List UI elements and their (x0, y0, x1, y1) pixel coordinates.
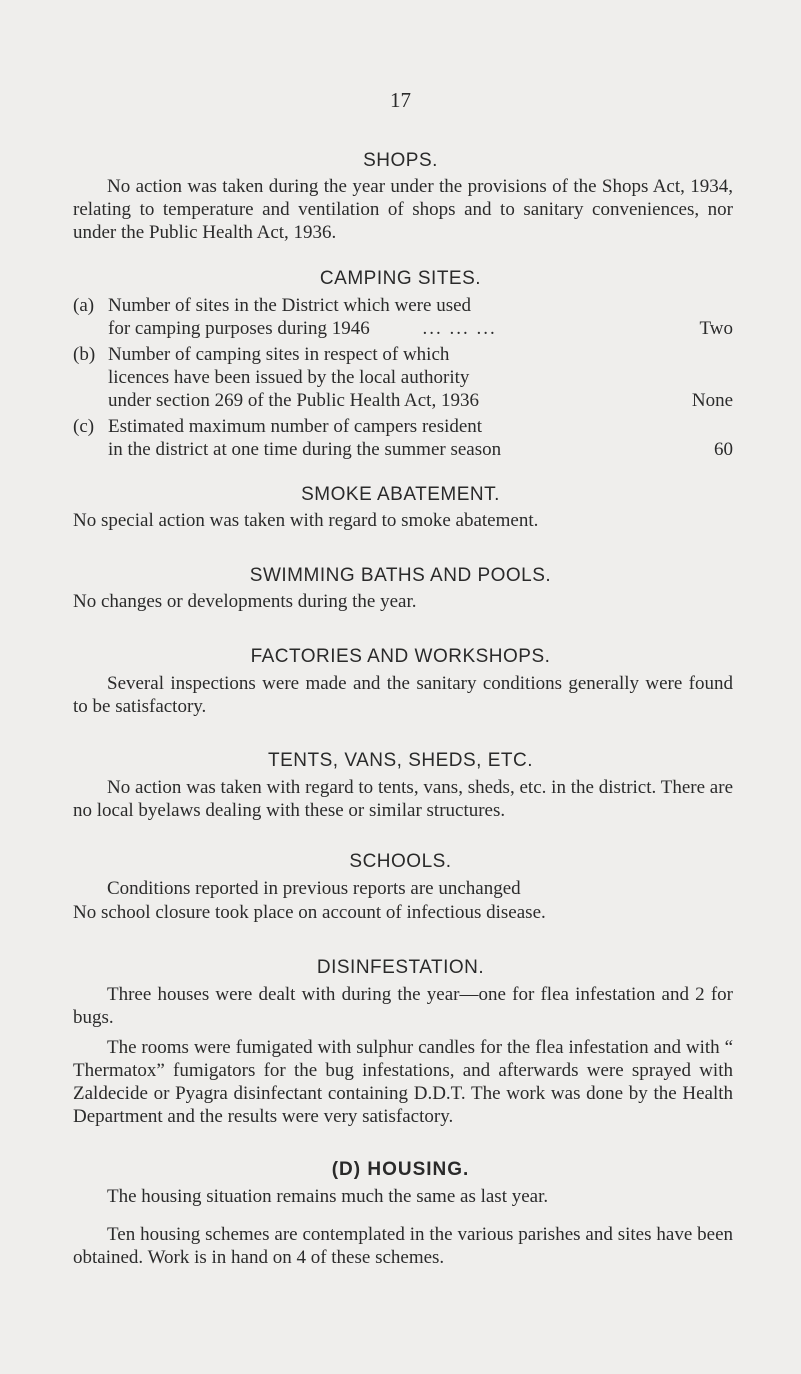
disinfestation-heading: DISINFESTATION. (316, 957, 485, 978)
smoke-paragraph: No special action was taken with regard to smoke abatement. (73, 510, 539, 531)
camping-item-c (73, 415, 733, 461)
housing-paragraph-1: The housing situation remains much the same as last year. (107, 1186, 549, 1207)
smoke-heading: SMOKE ABATEMENT. (301, 484, 500, 505)
housing-heading: (D) HOUSING. (331, 1159, 470, 1180)
disinfestation-paragraph-1: Three houses were dealt with during the year—one for flea infestation and 2 for bugs. (73, 984, 733, 1028)
item-line: Number of sites in the District which were used (108, 295, 472, 316)
shops-paragraph: No action was taken during the year under the provisions of the Shops Act, 1934, relating to temperature and ventilation of shops and to sanitary conveniences, nor under the Public Health Act, 1936. (73, 176, 733, 243)
factories-heading: FACTORIES AND WORKSHOPS. (250, 646, 551, 667)
housing-paragraph-2: Ten housing schemes are contemplated in the various parishes and sites have been obtained. Work is in hand on 4 of these schemes. (73, 1224, 733, 1268)
dot-leader: ... ... ... (422, 318, 497, 339)
swimming-heading: SWIMMING BATHS AND POOLS. (249, 565, 552, 586)
item-line: for camping purposes during 1946 (108, 318, 370, 339)
camping-heading: CAMPING SITES. (319, 268, 482, 289)
shops-heading: SHOPS. (363, 150, 438, 171)
page-number: 17 (390, 88, 411, 112)
tents-heading: TENTS, VANS, SHEDS, ETC. (267, 750, 534, 771)
item-line: Estimated maximum number of campers resident (108, 416, 483, 437)
schools-heading: SCHOOLS. (349, 851, 452, 872)
factories-paragraph: Several inspections were made and the sanitary conditions generally were found to be satisfactory. (73, 673, 733, 717)
disinfestation-paragraph-2: The rooms were fumigated with sulphur candles for the flea infestation and with “ Thermatox” fumigators for the bug infestations, and afterwards were sprayed with Zaldecide or Pyagra disinfectant containing D.D.T. The work was done by the Health Department and the results were very satisfactory. (73, 1037, 733, 1127)
schools-line-1: Conditions reported in previous reports are unchanged (107, 878, 521, 899)
item-mark: (b) (73, 344, 96, 365)
item-line: Number of camping sites in respect of which (108, 344, 450, 365)
item-line: in the district at one time during the summer season (108, 439, 502, 460)
item-line: licences have been issued by the local authority (108, 367, 470, 388)
item-value: None (691, 390, 733, 411)
item-mark: (a) (73, 295, 95, 316)
camping-item-a (73, 294, 733, 340)
schools-line-2: No school closure took place on account of infectious disease. (73, 902, 546, 923)
item-value: 60 (714, 439, 733, 460)
camping-item-b (73, 343, 733, 412)
item-value: Two (699, 318, 733, 339)
item-line: under section 269 of the Public Health Act, 1936 (108, 390, 479, 411)
tents-paragraph: No action was taken with regard to tents, vans, sheds, etc. in the district. There are no local byelaws dealing with these or similar structures. (73, 777, 733, 821)
item-mark: (c) (73, 416, 95, 437)
swimming-paragraph: No changes or developments during the year. (73, 591, 417, 612)
